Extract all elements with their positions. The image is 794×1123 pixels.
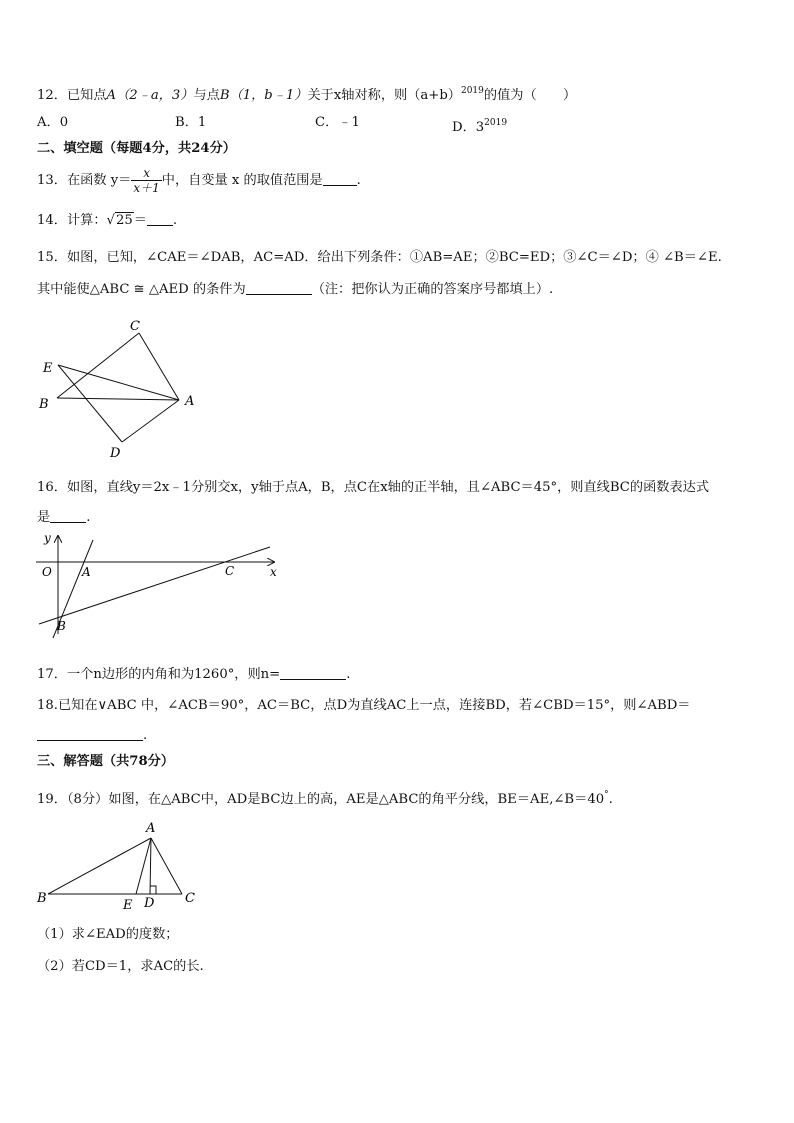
- q16-label-C: C: [225, 564, 235, 578]
- q16-line-1: 16．如图，直线y＝2x﹣1分别交x，y轴于点A，B，点C在x轴的正半轴，且∠ABC＝45°，则直线BC的函数表达式: [37, 480, 710, 495]
- q17-answer-blank: [280, 667, 346, 680]
- q15-line2-prefix: 其中能使△ABC ≅ △AED 的条件为: [37, 282, 246, 297]
- q19-segment-AB: [48, 838, 151, 894]
- q16-label-A: A: [82, 565, 91, 579]
- q16-line-2: [37, 509, 90, 527]
- q12-option-b: B．1: [175, 115, 207, 130]
- q19-end: .: [608, 792, 613, 807]
- q12-stem-prefix: 12．已知点: [37, 88, 107, 103]
- question-12: [37, 82, 576, 105]
- q19-label-E: E: [123, 898, 133, 912]
- q13-numerator: x: [131, 166, 161, 181]
- q14-prefix: 14．计算：: [37, 213, 107, 228]
- q12-point-a: A（2﹣a，3）: [106, 88, 194, 103]
- q19-stem-text: 19．（8分）如图，在△ABC中，AD是BC边上的高，AE是△ABC的角平分线，BE＝AE,∠B＝40: [37, 792, 605, 807]
- q15-answer-blank: [246, 282, 312, 295]
- q15-segment-CB: [57, 333, 139, 398]
- q16-line2-end: .: [86, 510, 91, 525]
- q19-label-B: B: [37, 891, 47, 906]
- q13-denominator: x＋1: [133, 181, 160, 195]
- q14-answer-blank: [147, 213, 173, 226]
- q13-answer-blank: [323, 173, 357, 186]
- q17-prefix: 17．一个n边形的内角和为1260°，则n=: [37, 667, 281, 682]
- q17-end: .: [346, 667, 351, 682]
- q18-answer-blank: [37, 728, 143, 741]
- q15-segment-ED: [58, 365, 122, 442]
- q13-prefix: 13．在函数 y＝: [37, 173, 132, 188]
- q16-label-O: O: [42, 565, 52, 579]
- q12-option-d-label: D．3: [452, 120, 485, 135]
- q12-mid: 与点: [193, 88, 220, 103]
- q18-end: .: [143, 728, 148, 743]
- q19-sub-2: （2）若CD＝1，求AC的长.: [37, 959, 204, 974]
- question-17: [37, 666, 350, 684]
- q16-answer-blank: [50, 510, 86, 523]
- q13-end: .: [356, 173, 361, 188]
- q14-sqrt: [107, 212, 134, 230]
- sqrt-icon: √: [106, 213, 115, 228]
- q19-label-A: A: [146, 821, 156, 836]
- q15-label-E: E: [43, 361, 53, 376]
- question-14: [37, 212, 177, 230]
- q15-line2-suffix: （注：把你认为正确的答案序号都填上）.: [311, 282, 554, 297]
- q16-figure: [34, 528, 284, 640]
- q15-label-C: C: [130, 319, 140, 334]
- q18-line-1: 18.已知在∨ABC 中，∠ACB＝90°，AC＝BC，点D为直线AC上一点，连接BD，若∠CBD＝15°，则∠ABD＝: [37, 698, 691, 713]
- q19-figure: [34, 818, 204, 912]
- q15-label-A: A: [185, 394, 195, 409]
- q14-end: .: [172, 213, 178, 228]
- q15-line-1: 15．如图，已知，∠CAE＝∠DAB，AC=AD．给出下列条件：①AB=AE；②BC=ED；③∠C＝∠D；④ ∠B＝∠E.: [37, 250, 722, 265]
- q14-radicand: 25: [115, 213, 133, 228]
- q12-option-d-exp: 2019: [484, 118, 508, 128]
- q15-label-B: B: [39, 397, 49, 412]
- q13-fraction: [131, 166, 161, 195]
- q15-segment-BA: [57, 398, 179, 400]
- q16-line2-prefix: 是: [37, 510, 51, 525]
- q19-sub-1: （1）求∠EAD的度数；: [37, 927, 179, 942]
- q12-point-b: B（1，b﹣1）: [219, 88, 308, 103]
- q16-label-y: y: [44, 531, 51, 545]
- q15-segment-DA: [122, 400, 179, 442]
- q19-label-C: C: [185, 891, 195, 906]
- q16-label-x: x: [270, 565, 277, 579]
- q12-option-d: [452, 114, 507, 137]
- q16-line-BC: [39, 547, 270, 624]
- q18-line-2: [37, 727, 147, 745]
- q19-degree: °: [604, 790, 609, 800]
- q13-suffix: 中，自变量 x 的取值范围是: [161, 173, 323, 188]
- q14-eq: ＝: [133, 213, 147, 228]
- q12-option-c: C．﹣1: [315, 115, 360, 130]
- q16-label-B: B: [57, 619, 66, 633]
- q19-stem: [37, 786, 613, 809]
- q12-option-a: A．0: [37, 115, 69, 130]
- section-3-title: 三、解答题（共78分）: [37, 754, 175, 769]
- section-2-title: 二、填空题（每题4分，共24分）: [37, 141, 236, 156]
- q19-segment-AE: [136, 838, 151, 894]
- q15-figure: [30, 312, 210, 462]
- question-13: [37, 166, 361, 195]
- q12-exponent: 2019: [460, 86, 484, 96]
- q15-label-D: D: [110, 446, 121, 461]
- q12-tail: 关于x轴对称，则（a+b）: [307, 88, 461, 103]
- q19-label-D: D: [144, 896, 155, 911]
- right-angle-icon: [150, 886, 156, 894]
- q15-line-2: [37, 281, 553, 299]
- q12-end: 的值为（ ）: [483, 88, 577, 103]
